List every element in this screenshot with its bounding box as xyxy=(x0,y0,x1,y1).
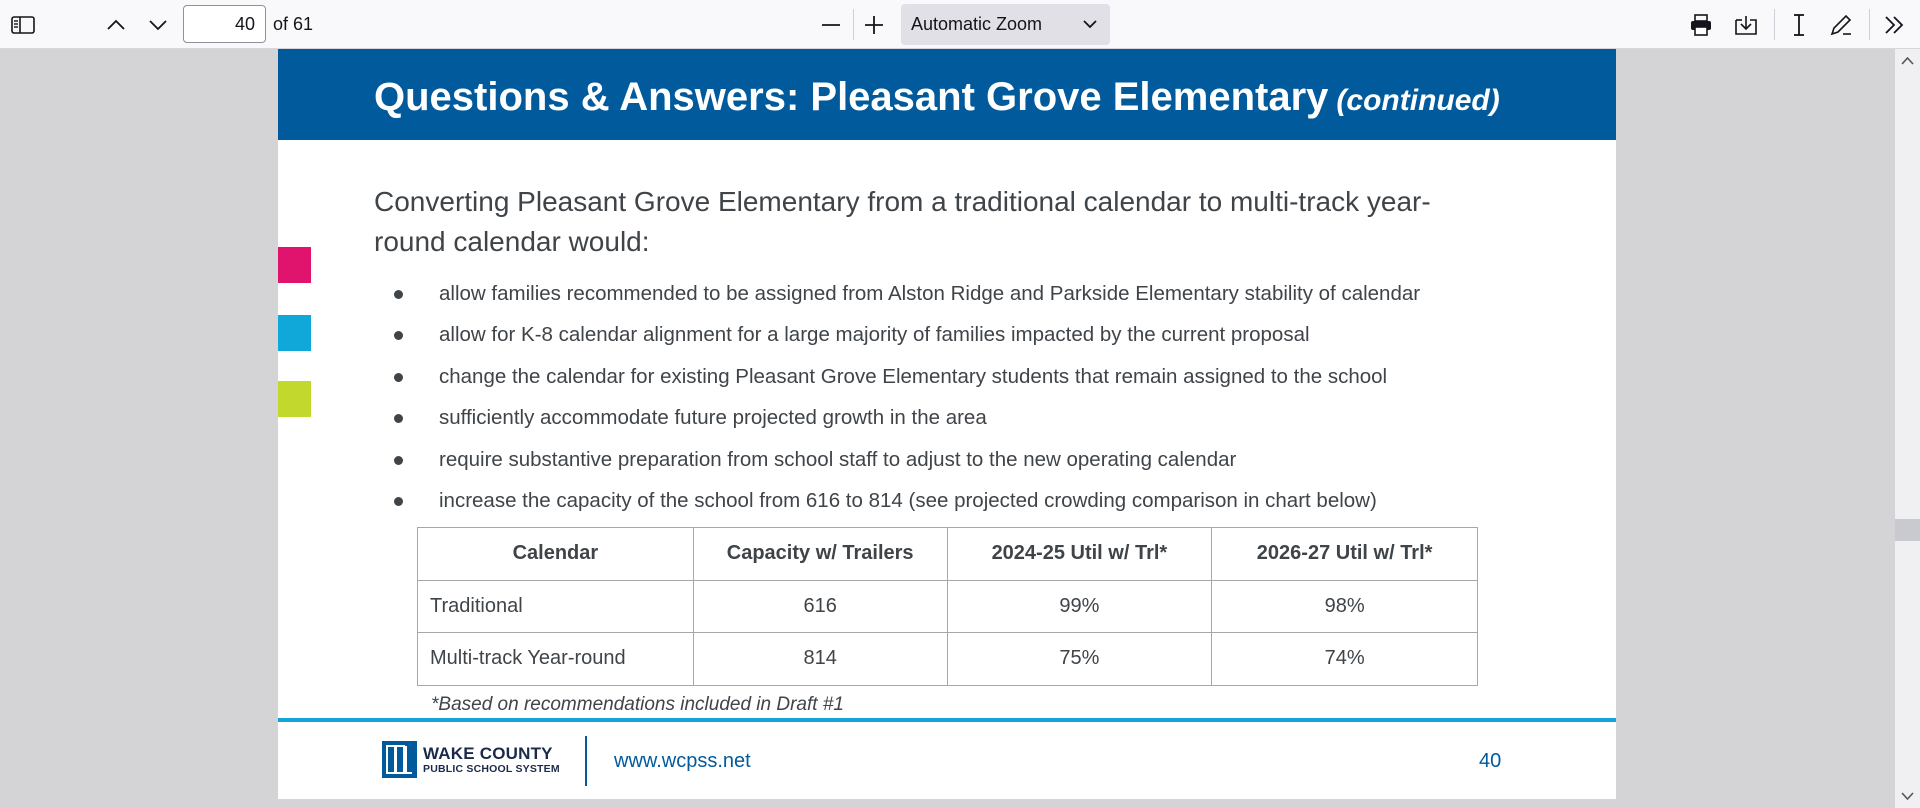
next-page-button[interactable] xyxy=(143,10,173,40)
table-header-row xyxy=(418,528,1478,581)
bullet-dot xyxy=(394,414,403,423)
separator xyxy=(853,9,854,40)
bullet-dot xyxy=(394,331,403,340)
separator xyxy=(1774,9,1775,40)
bullet-list xyxy=(394,273,1420,521)
bullet-text: sufficiently accommodate future projected growth in the area xyxy=(439,406,987,430)
bullet-dot xyxy=(394,497,403,506)
pdf-page xyxy=(278,49,1616,799)
zoom-select[interactable] xyxy=(901,4,1110,45)
footer-divider-line xyxy=(278,718,1616,722)
list-item xyxy=(394,314,1420,355)
capacity-table xyxy=(417,527,1478,686)
footer-separator xyxy=(585,736,587,786)
table-cell: 99% xyxy=(947,580,1212,633)
chevron-down-icon xyxy=(148,19,168,31)
table-cell: Traditional xyxy=(418,580,694,633)
scroll-down-arrow-icon[interactable] xyxy=(1895,786,1920,806)
slide-title-text: Questions & Answers: Pleasant Grove Elementary xyxy=(374,75,1329,119)
pdf-toolbar xyxy=(0,0,1920,49)
chevron-up-icon xyxy=(106,19,126,31)
slide-title-suffix: (continued) xyxy=(1336,84,1500,117)
intro-text: Converting Pleasant Grove Elementary from a traditional calendar to multi-track year-round calendar would: xyxy=(374,186,1431,257)
table-footnote: *Based on recommendations included in Draft #1 xyxy=(431,694,844,715)
sidebar-icon xyxy=(11,16,35,34)
list-item xyxy=(394,439,1420,480)
bullet-text: allow for K-8 calendar alignment for a large majority of families impacted by the current proposal xyxy=(439,323,1310,347)
print-button[interactable] xyxy=(1686,10,1716,40)
page-count-label: of 61 xyxy=(273,14,314,34)
vertical-scrollbar[interactable] xyxy=(1895,49,1920,808)
bullet-dot xyxy=(394,373,403,382)
table-cell: 75% xyxy=(947,633,1212,686)
plus-icon xyxy=(864,15,884,35)
chevron-down-icon xyxy=(1082,16,1098,32)
bullet-text: increase the capacity of the school from 616 to 814 (see projected crowding comparison in chart below) xyxy=(439,488,1377,512)
logo-subtext: PUBLIC SCHOOL SYSTEM xyxy=(423,763,560,775)
bullet-text: require substantive preparation from school staff to adjust to the new operating calendar xyxy=(439,447,1237,471)
table-header-cell: Calendar xyxy=(418,528,694,581)
text-cursor-icon xyxy=(1792,13,1806,37)
slide-title xyxy=(374,75,1500,120)
download-button[interactable] xyxy=(1731,10,1761,40)
list-item xyxy=(394,273,1420,314)
bullet-text: change the calendar for existing Pleasant Grove Elementary students that remain assigned to the school xyxy=(439,364,1388,388)
download-icon xyxy=(1734,14,1758,36)
sidebar-toggle-button[interactable] xyxy=(8,10,38,40)
wcpss-logo-icon xyxy=(382,741,417,778)
table-cell: 814 xyxy=(693,633,947,686)
zoom-in-button[interactable] xyxy=(859,10,889,40)
bullet-text: allow families recommended to be assigned from Alston Ridge and Parkside Elementary stability of calendar xyxy=(439,282,1421,305)
bullet-dot xyxy=(394,456,403,465)
minus-icon xyxy=(821,23,841,27)
list-item xyxy=(394,356,1420,397)
draw-tool-button[interactable] xyxy=(1826,10,1856,40)
zoom-select-value: Automatic Zoom xyxy=(911,14,1043,34)
list-item xyxy=(394,480,1420,521)
more-tools-button[interactable] xyxy=(1879,10,1909,40)
print-icon xyxy=(1690,14,1712,36)
chevron-double-right-icon xyxy=(1883,15,1905,35)
slide-page-number: 40 xyxy=(1479,750,1502,772)
scrollbar-thumb[interactable] xyxy=(1895,519,1920,541)
previous-page-button[interactable] xyxy=(101,10,131,40)
table-cell: 74% xyxy=(1212,633,1478,686)
table-header-cell: Capacity w/ Trailers xyxy=(693,528,947,581)
text-tool-button[interactable] xyxy=(1784,10,1814,40)
decorative-swatch-cyan xyxy=(278,315,311,351)
table-cell: Multi-track Year-round xyxy=(418,633,694,686)
zoom-out-button[interactable] xyxy=(816,10,846,40)
footer-url: www.wcpss.net xyxy=(614,750,751,772)
decorative-swatch-lime xyxy=(278,381,311,417)
list-item xyxy=(394,397,1420,438)
page-number-input[interactable] xyxy=(183,5,266,43)
table-row xyxy=(418,580,1478,633)
bullet-dot xyxy=(394,290,403,299)
table-header-cell: 2024-25 Util w/ Trl* xyxy=(947,528,1212,581)
scroll-up-arrow-icon[interactable] xyxy=(1895,51,1920,71)
separator xyxy=(1869,9,1870,40)
pen-icon xyxy=(1829,13,1853,37)
table-row xyxy=(418,633,1478,686)
decorative-swatch-pink xyxy=(278,247,311,283)
logo-text: WAKE COUNTY xyxy=(423,744,553,763)
slide-title-banner xyxy=(278,49,1616,140)
table-cell: 98% xyxy=(1212,580,1478,633)
table-cell: 616 xyxy=(693,580,947,633)
table-header-cell: 2026-27 Util w/ Trl* xyxy=(1212,528,1478,581)
